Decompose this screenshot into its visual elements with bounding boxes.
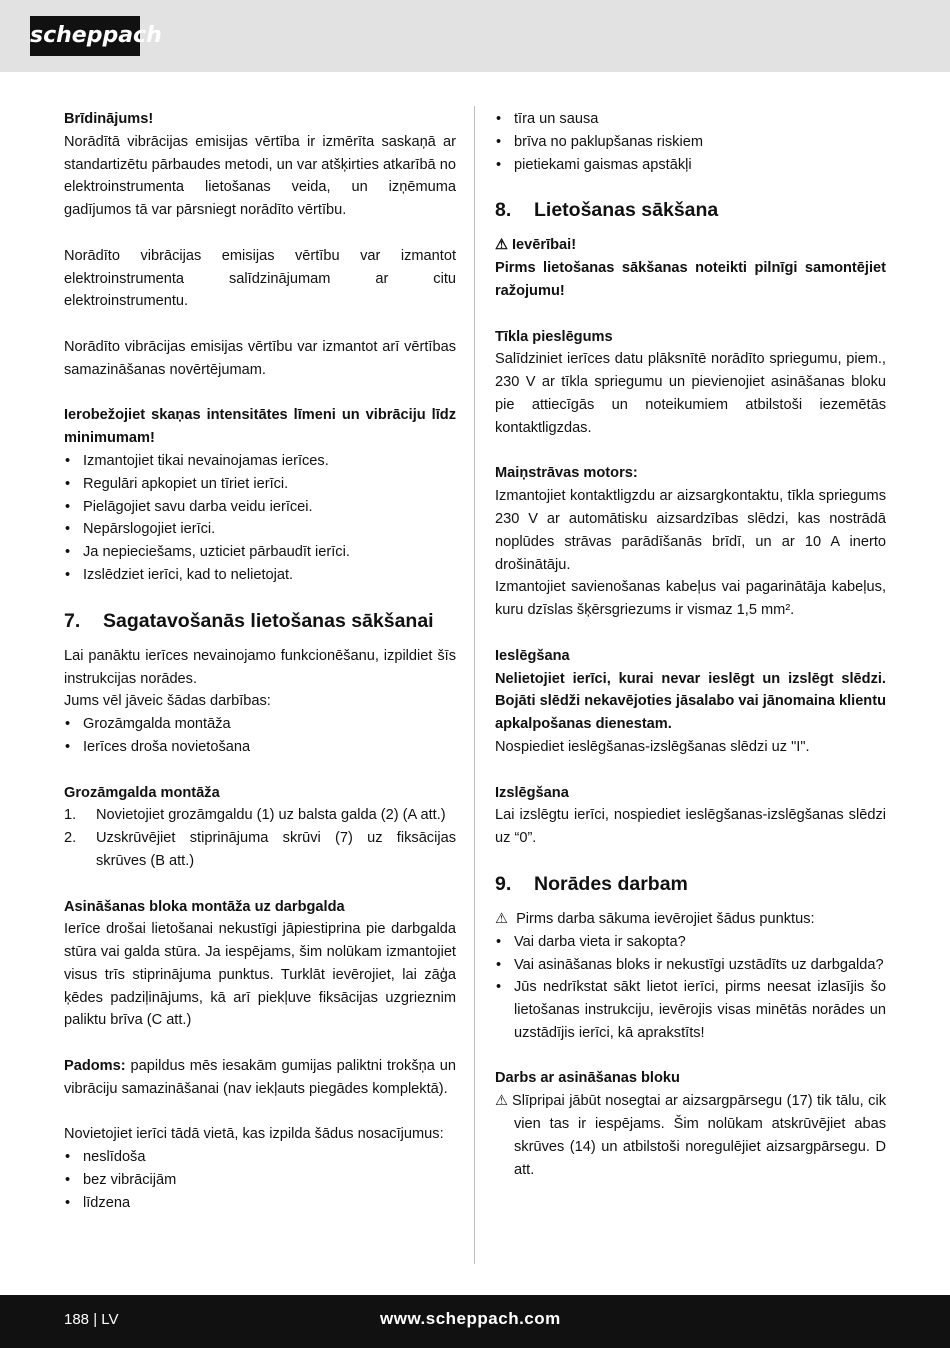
list-item: • bez vibrācijām [64,1169,456,1192]
motor-title: Maiņstrāvas motors: [495,465,638,482]
section-9-list [495,931,886,1045]
list-item: • brīva no paklupšanas riskiem [495,131,886,154]
tip-paragraph [64,1055,456,1101]
switch-off-paragraph: Lai izslēgtu ierīci, nospiediet ieslēgšanas-izslēgšanas slēdzi uz “0”. [495,807,886,847]
mains-paragraph: Salīdziniet ierīces datu plāksnītē norādīto spriegumu, piem., 230 V ar tīkla spriegumu un pievienojiet asināšanas bloku pie attiecīgās un noteikumiem atbilstoši iezemētās kontaktligzdas. [495,351,886,436]
section-8-heading [495,190,886,234]
attention-label: Ievērībai! [512,237,577,254]
list-item: • Vai darba vieta ir sakopta? [495,931,886,954]
step-text: Novietojiet grozāmgaldu (1) uz balsta galda (2) (A att.) [96,807,446,824]
step-text: Uzskrūvējiet stiprinājuma skrūvi (7) uz fiksācijas skrūves (B att.) [96,830,456,869]
vibration-paragraph-3: Norādīto vibrācijas emisijas vērtību var izmantot arī vērtības samazināšanas novērtējumam. [64,338,456,378]
section-9-heading [495,864,886,908]
column-divider [474,106,475,1264]
work-text: Slīpripai jābūt nosegtai ar aizsargpārsegu (17) tik tālu, cik vien tas ir iespējams. Šim nolūkam atskrūvējiet abas skrūves (14) un atbilstoši noregulējiet aizsargpārsegu. D att. [512,1093,886,1178]
limit-title: Ierobežojiet skaņas intensitātes līmeni un vibrāciju līdz minimumam! [64,407,456,447]
scheppach-logo: scheppach [30,16,140,56]
limit-list [64,450,456,587]
motor-paragraph-1: Izmantojiet kontaktligzdu ar aizsargkontaktu, tīkla spriegums 230 V ar automātisku aizsardzības slēdzi, kas nostrādā noplūdes strāvas parādīšanās brīdī, un ar 10 A inerto drošinātāju. [495,488,886,573]
section-9-intro-text: Pirms darba sākuma ievērojiet šādus punktus: [516,910,815,927]
switch-off-title: Izslēgšana [495,784,569,801]
list-item: • Regulāri apkopiet un tīriet ierīci. [64,473,456,496]
work-paragraph [495,1090,886,1181]
work-title: Darbs ar asināšanas bloku [495,1070,680,1087]
list-item: • Ierīces droša novietošana [64,736,456,759]
mount-steps [64,804,456,872]
block-mount-paragraph: Ierīce drošai lietošanai nekustīgi jāpiestiprina pie darbgalda stūra vai galda stūra. Ja iespējams, šim nolūkam izmantojiet visus trīs stiprinājuma punktus. Turklāt ievērojiet, lai zāģa ķēdes padziļinājums, kā arī piekļuve fiksācijas uzgrieznim paliktu brīva (C att.) [64,921,456,1029]
list-item: • neslīdoša [64,1146,456,1169]
right-column [495,108,886,1181]
page-header [0,0,950,72]
switch-on-warning: Nelietojiet ierīci, kurai nevar ieslēgt un izslēgt slēdzi. Bojāti slēdži nekavējoties jāsalabo vai jānomaina klientu apkalpošanas dienestam. [495,670,886,733]
placement-list-continued [495,108,886,176]
page-footer [0,1295,950,1348]
section-8-title: Lietošanas sākšana [534,199,719,222]
list-item: • tīra un sausa [495,108,886,131]
mount-step [64,827,456,873]
warning-triangle-icon: ⚠ [495,910,509,927]
section-9-title: Norādes darbam [534,872,688,895]
section-7-tasks-intro: Jums vēl jāveic šādas darbības: [64,693,271,710]
section-9-number: 9. [495,872,512,895]
list-item: • Vai asināšanas bloks ir nekustīgi uzstādīts uz darbgalda? [495,954,886,977]
warning-triangle-icon: ⚠ [495,1093,509,1110]
list-item: • Jūs nedrīkstat sākt lietot ierīci, pirms neesat izlasījis šo lietošanas instrukciju, ievērojis visas minētās norādes un uzstādījis ierīci, kā aprakstīts! [495,976,886,1044]
list-item: • Izslēdziet ierīci, kad to nelietojat. [64,564,456,587]
attention-text: Pirms lietošanas sākšanas noteikti pilnīgi samontējiet ražojumu! [495,260,886,299]
warning-triangle-icon: ⚠ [495,237,509,254]
list-item: • Ja nepieciešams, uzticiet pārbaudīt ierīci. [64,541,456,564]
list-item: • pietiekami gaismas apstākļi [495,154,886,177]
section-7-list [64,713,456,759]
vibration-paragraph-2: Norādīto vibrācijas emisijas vērtību var izmantot elektroinstrumenta salīdzinājumam ar citu elektroinstrumentu. [64,247,456,310]
list-item: • Pielāgojiet savu darba veidu ierīcei. [64,496,456,519]
section-7-paragraph: Lai panāktu ierīces nevainojamo funkcionēšanu, izpildiet šīs instrukcijas norādes. [64,647,456,687]
tip-label: Padoms: [64,1058,126,1075]
tip-text: papildus mēs iesakām gumijas paliktni trokšņa un vibrāciju samazināšanai (nav iekļauts piegādes komplektā). [64,1058,456,1097]
warning-title: Brīdinājums! [64,111,154,127]
step-number: 1. [64,807,77,824]
list-item: • līdzena [64,1192,456,1215]
section-9-intro [495,908,886,931]
section-8-number: 8. [495,199,512,222]
mount-step [64,804,456,827]
list-item: • Nepārslogojiet ierīci. [64,518,456,541]
list-item: • Izmantojiet tikai nevainojamas ierīces. [64,450,456,473]
placement-paragraph: Novietojiet ierīci tādā vietā, kas izpilda šādus nosacījumus: [64,1126,444,1143]
left-column [64,108,456,1215]
mains-title: Tīkla pieslēgums [495,328,613,345]
section-7-number: 7. [64,609,81,632]
placement-list [64,1146,456,1214]
vibration-paragraph-1: Norādītā vibrācijas emisijas vērtība ir izmērīta saskaņā ar standartizētu pārbaudes metodi, un var atšķirties atkarībā no elektroinstrumenta lietošanas veida, un izņēmuma gadījumos tā var pārsniegt norādīto vērtību. [64,133,456,219]
block-mount-title: Asināšanas bloka montāža uz darbgalda [64,898,345,915]
section-7-title: Sagatavošanās lietošanas sākšanai [103,609,434,632]
website-link[interactable]: www.scheppach.com [380,1309,561,1328]
switch-on-paragraph: Nospiediet ieslēgšanas-izslēgšanas slēdzi uz "I". [495,738,810,755]
mount-title: Grozāmgalda montāža [64,784,220,801]
switch-on-title: Ieslēgšana [495,647,570,664]
page-number: 188 | LV [64,1311,119,1328]
motor-paragraph-2: Izmantojiet savienošanas kabeļus vai pagarinātāja kabeļus, kuru dzīslas šķērsgriezums ir vismaz 1,5 mm². [495,579,886,619]
section-7-heading [64,601,456,645]
list-item: • Grozāmgalda montāža [64,713,456,736]
step-number: 2. [64,830,77,847]
attention-title [495,234,886,257]
